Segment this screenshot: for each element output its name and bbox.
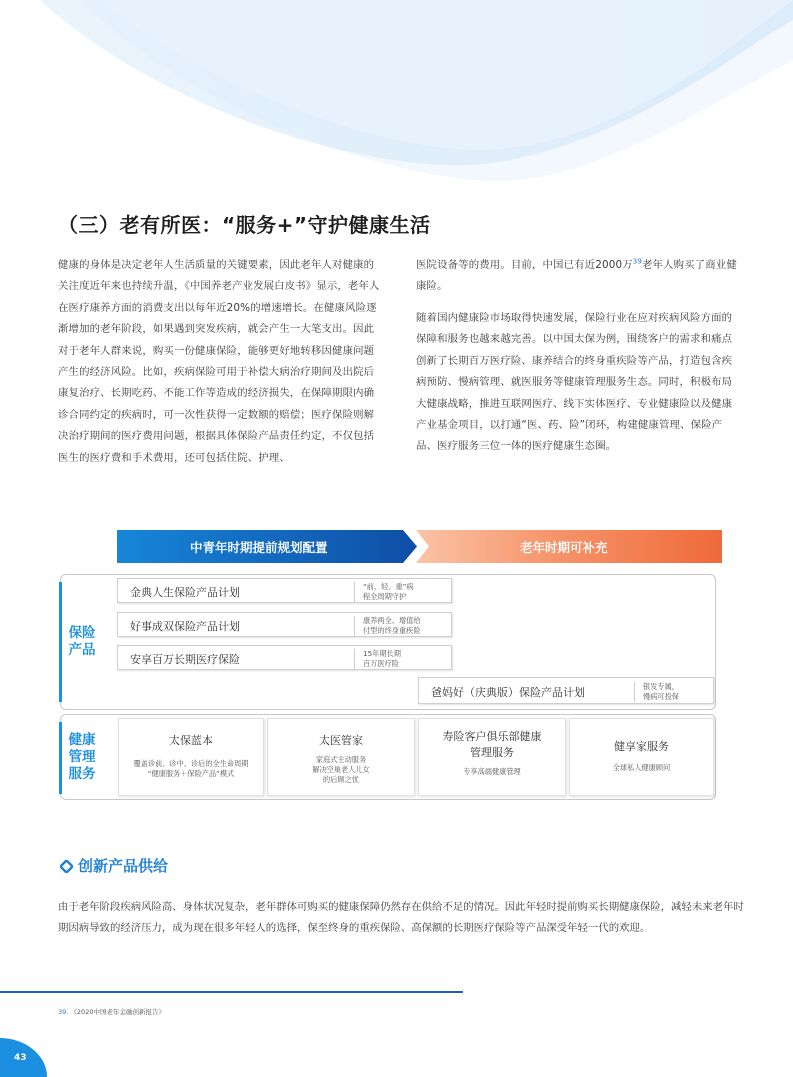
plan-note bbox=[354, 649, 401, 669]
service-card-taibao-lanben[interactable] bbox=[118, 718, 264, 796]
plan-note-line: 银发专属， bbox=[643, 682, 679, 691]
plan-card-haoshi[interactable] bbox=[117, 612, 452, 637]
insurance-accent-bar bbox=[59, 582, 62, 702]
footnote-ref[interactable]: 39 bbox=[632, 257, 642, 266]
service-title: 寿险客户俱乐部健康管理服务 bbox=[442, 730, 542, 759]
service-desc bbox=[570, 763, 713, 773]
service-desc-line: 覆盖诊前、诊中、诊后的全生命周期 bbox=[133, 759, 249, 768]
service-desc bbox=[419, 767, 565, 777]
page-number: 43 bbox=[14, 1053, 27, 1063]
section-title: （三）老有所医：“服务+”守护健康生活 bbox=[58, 213, 431, 237]
plan-note-line: 百万医疗险 bbox=[363, 659, 399, 668]
service-desc-line: 的后顾之忧 bbox=[323, 775, 359, 784]
right-p1-text-end: 老年人购买了商业健康险。 bbox=[416, 259, 737, 293]
right-column-paragraph-1 bbox=[416, 255, 741, 298]
service-desc bbox=[119, 759, 263, 779]
phase-young-label: 中青年时期提前规划配置 bbox=[190, 540, 328, 555]
left-column-text bbox=[58, 255, 383, 469]
plan-note-line: 付型的终身重疾险 bbox=[363, 626, 421, 635]
service-desc-line: 全球私人健康顾问 bbox=[612, 763, 671, 772]
service-desc-line: 家庭式主动服务 bbox=[315, 755, 367, 764]
footnote bbox=[58, 1007, 165, 1016]
health-services-label: 健康管理服务 bbox=[68, 732, 96, 782]
plan-name: 爸妈好（庆典版）保险产品计划 bbox=[431, 686, 585, 699]
right-column-paragraph-2 bbox=[416, 308, 741, 458]
plan-name: 金典人生保险产品计划 bbox=[130, 586, 240, 599]
phase-old-label: 老年时期可补充 bbox=[520, 540, 608, 555]
plan-name: 安享百万长期医疗保险 bbox=[130, 653, 240, 666]
plan-card-jindian[interactable] bbox=[117, 578, 452, 603]
service-card-jianxiangjia[interactable] bbox=[569, 718, 714, 796]
health-accent-bar bbox=[59, 722, 62, 794]
plan-note-line: 15年期长期 bbox=[363, 649, 401, 658]
left-paragraph: 健康的身体是决定老年人生活质量的关键要素，因此老年人对健康的关注度近年来也持续升温，《中国养老产业发展白皮书》显示，老年人在医疗康养方面的消费支出以每年近20%的增速增长。在健康风险逐渐增加的老年阶段，如果遇到突发疾病，就会产生一大笔支出。因此对于老年人群来说，购买一份健康保险，能够更好地转移因健康问题产生的经济风险。比如，疾病保险可用于补偿大病治疗期间及出院后康复治疗、长期吃药、不能工作等造成的经济损失，在保障期限内确诊合同约定的疾病时，可一次性获得一定数额的赔偿；医疗保险则解决治疗期间的医疗费用问题，根据具体保险产品责任约定，不仅包括医生的医疗费和手术费用，还可包括住院、护理、 bbox=[58, 259, 380, 464]
footnote-text: 《2020中国老年金融创新报告》 bbox=[70, 1008, 165, 1016]
plan-note-line: “前、轻、重”病 bbox=[363, 582, 414, 591]
plan-name: 好事成双保险产品计划 bbox=[130, 620, 240, 633]
service-desc bbox=[268, 755, 414, 785]
plan-note bbox=[354, 616, 421, 636]
innovation-text: 由于老年阶段疾病风险高、身体状况复杂，老年群体可购买的健康保障仍然存在供给不足的情况。因此年轻时提前购买长期健康保险，减轻未来老年时期因病导致的经济压力，成为现在很多年轻人的选择，保至终身的重疾保险、高保额的长期医疗保险等产品深受年轻一代的欢迎。 bbox=[58, 901, 744, 935]
service-desc-line: 专享高端健康管理 bbox=[463, 767, 521, 776]
service-card-life-club[interactable] bbox=[418, 718, 566, 796]
service-title: 健享家服务 bbox=[614, 740, 669, 753]
footer-divider bbox=[0, 991, 463, 993]
service-desc-line: 解决空巢老人儿女 bbox=[312, 765, 370, 774]
plan-note bbox=[354, 582, 414, 602]
insurance-products-label: 保险产品 bbox=[68, 625, 96, 658]
footnote-number: 39. bbox=[58, 1008, 69, 1016]
plan-note-line: 康养两全、增值给 bbox=[363, 616, 421, 625]
plan-card-anxiang[interactable] bbox=[117, 645, 452, 670]
plan-note-line: 慢病可投保 bbox=[643, 692, 679, 701]
diamond-bullet-icon bbox=[60, 860, 73, 873]
plan-card-bamahao[interactable] bbox=[418, 677, 714, 704]
plan-note-line: 程全周期守护 bbox=[363, 592, 407, 601]
service-card-taiyi-guanjia[interactable] bbox=[267, 718, 415, 796]
right-p2-text: 随着国内健康险市场取得快速发展，保险行业在应对疾病风险方面的保障和服务也越来越完善。以中国太保为例，围绕客户的需求和痛点创新了长期百万医疗险、康养结合的终身重疾险等产品，打造包含疾病预防、慢病管理、就医服务等健康管理服务生态。同时，积极布局大健康战略，推进互联网医疗、线下实体医疗、专业健康险以及健康产业基金项目，以打通“医、药、险”闭环，构建健康管理、保险产品、医疗服务三位一体的医疗健康生态圈。 bbox=[416, 312, 733, 453]
service-title: 太保蓝本 bbox=[169, 734, 213, 747]
innovation-title: 创新产品供给 bbox=[78, 857, 169, 875]
plan-note bbox=[634, 682, 679, 702]
right-p1-text: 医院设备等的费用。目前，中国已有近2000万 bbox=[416, 259, 633, 271]
service-title: 太医管家 bbox=[319, 734, 363, 747]
service-desc-line: “健康服务＋保险产品”模式 bbox=[147, 769, 235, 778]
header-decoration bbox=[0, 0, 793, 200]
